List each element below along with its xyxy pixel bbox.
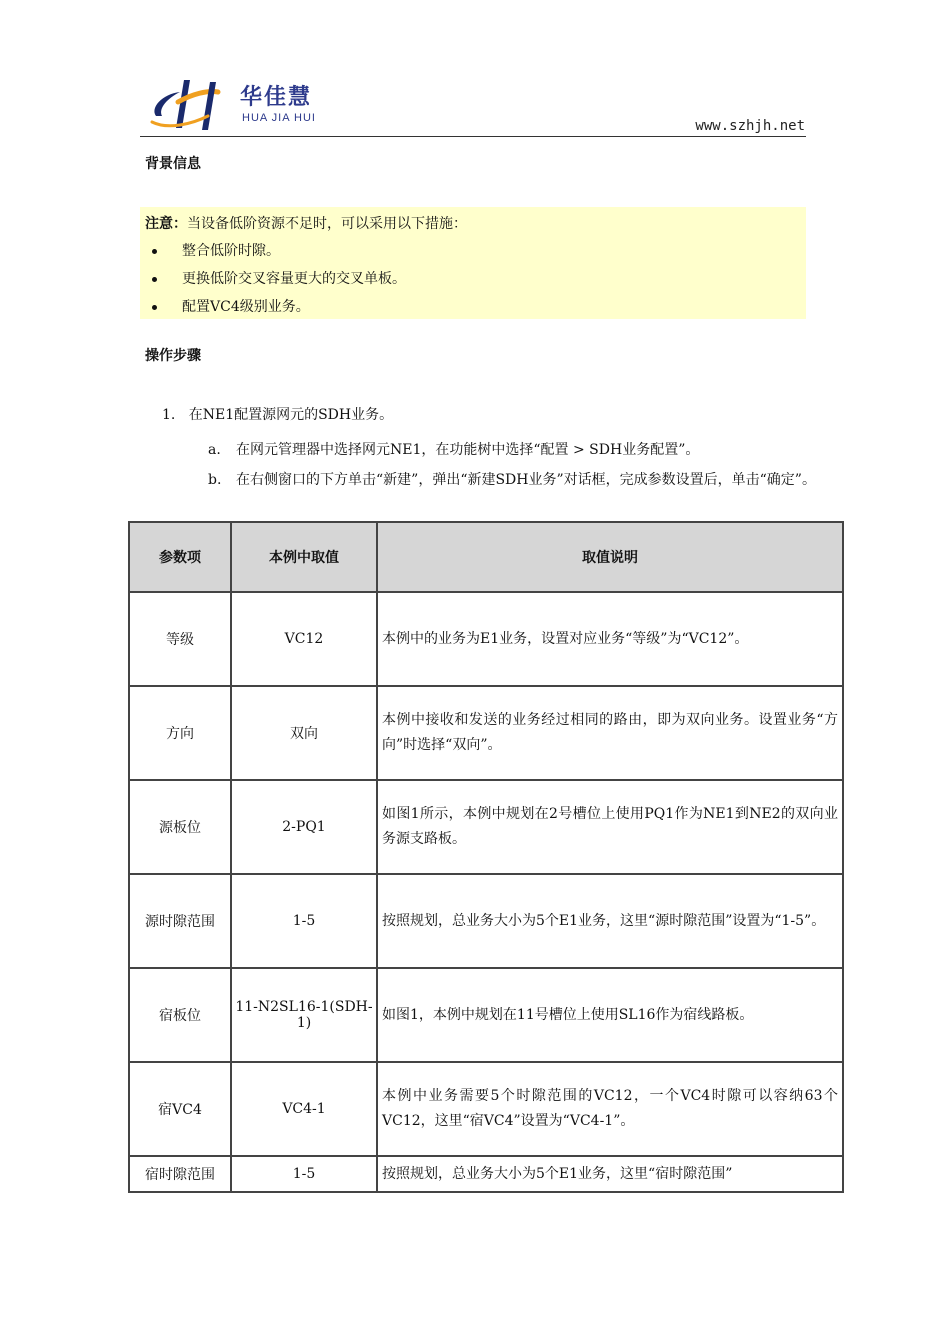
table-row [129,874,843,968]
substep-a [208,438,828,462]
step-1 [162,404,393,424]
logo-text-cn: 华佳慧 [240,85,313,110]
company-logo [148,72,348,132]
table-row [129,1156,843,1192]
param-value: 1-5 [231,874,377,968]
note-text: 当设备低阶资源不足时，可以采用以下措施： [187,216,467,232]
bullet-icon [152,249,157,254]
bullet-icon [152,305,157,310]
note-item [140,293,406,321]
param-name: 方向 [129,686,231,780]
note-box [140,207,806,319]
param-name: 源时隙范围 [129,874,231,968]
substep-marker: a. [208,442,221,458]
param-name: 源板位 [129,780,231,874]
param-description: 如图1所示，本例中规划在2号槽位上使用PQ1作为NE1到NE2的双向业务源支路板。 [377,780,843,874]
header-divider [140,136,806,137]
param-description: 如图1，本例中规划在11号槽位上使用SL16作为宿线路板。 [377,968,843,1062]
column-header: 本例中取值 [231,522,377,592]
param-value: 1-5 [231,1156,377,1192]
table-row [129,1062,843,1156]
note-item-text: 整合低阶时隙。 [182,243,280,259]
substep-text: 在右侧窗口的下方单击“新建”，弹出“新建SDH业务”对话框，完成参数设置后，单击“确定”。 [236,472,816,488]
param-value: 2-PQ1 [231,780,377,874]
parameter-table [128,521,844,1193]
note-line [145,213,467,233]
param-value: 11-N2SL16-1(SDH-1) [231,968,377,1062]
table-row [129,968,843,1062]
section-heading-steps: 操作步骤 [145,348,201,364]
note-item [140,237,406,265]
param-value: VC4-1 [231,1062,377,1156]
substep-b [208,468,828,518]
logo-mark-icon [148,72,238,132]
param-name: 宿板位 [129,968,231,1062]
note-item [140,265,406,293]
param-value: VC12 [231,592,377,686]
site-url: www.szhjh.net [695,118,805,134]
logo-text-en: HUA JIA HUI [242,112,316,124]
substep-marker: b. [208,472,222,488]
substep-text: 在网元管理器中选择网元NE1，在功能树中选择“配置 > SDH业务配置”。 [236,442,700,458]
note-label: 注意： [145,216,187,232]
column-header: 取值说明 [377,522,843,592]
param-name: 宿时隙范围 [129,1156,231,1192]
column-header: 参数项 [129,522,231,592]
param-name: 等级 [129,592,231,686]
param-description: 按照规划，总业务大小为5个E1业务，这里“源时隙范围”设置为“1-5”。 [377,874,843,968]
step-number: 1. [162,407,176,423]
table-row [129,592,843,686]
note-item-text: 配置VC4级别业务。 [182,299,310,315]
bullet-icon [152,277,157,282]
step-text: 在NE1配置源网元的SDH业务。 [188,407,394,423]
param-description: 本例中接收和发送的业务经过相同的路由，即为双向业务。设置业务“方向”时选择“双向”。 [377,686,843,780]
table-row [129,686,843,780]
note-item-text: 更换低阶交叉容量更大的交叉单板。 [182,271,406,287]
param-description: 按照规划，总业务大小为5个E1业务，这里“宿时隙范围” [377,1156,843,1192]
table-header-row [129,522,843,592]
note-list [140,237,406,321]
param-description: 本例中的业务为E1业务，设置对应业务“等级”为“VC12”。 [377,592,843,686]
param-description: 本例中业务需要5个时隙范围的VC12，一个VC4时隙可以容纳63个VC12，这里“宿VC4”设置为“VC4-1”。 [377,1062,843,1156]
param-value: 双向 [231,686,377,780]
table-row [129,780,843,874]
param-name: 宿VC4 [129,1062,231,1156]
section-heading-background: 背景信息 [145,156,201,172]
